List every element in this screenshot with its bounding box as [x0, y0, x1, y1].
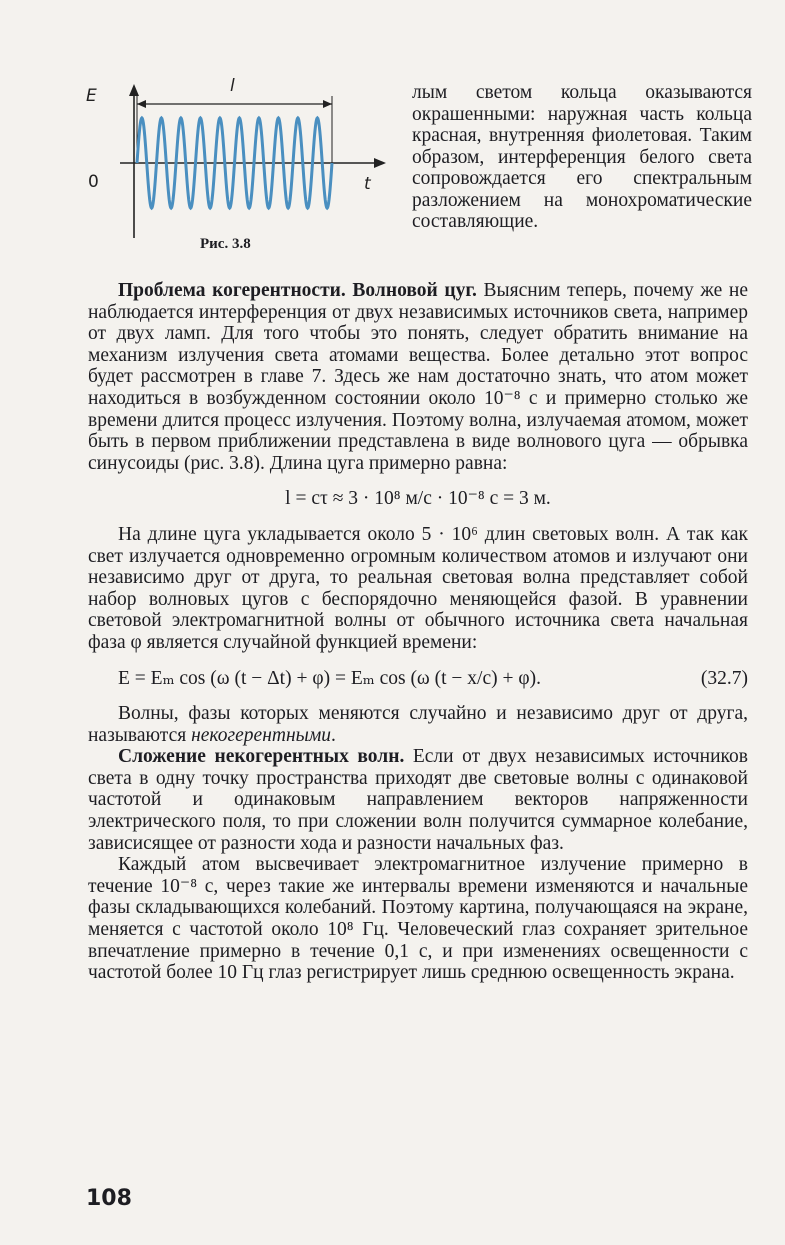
figure-caption: Рис. 3.8 [200, 236, 251, 252]
paragraph-incoherent [88, 703, 748, 746]
paragraph-emission: Каждый атом высвечивает электромагнитное излучение примерно в течение 10⁻⁸ с, через такие же интервалы времени изменяются и начальные фазы складывающихся колебаний. Поэтому картина, получающаяся на экране, меняется с частотой около 10⁸ Гц. Человеческий глаз сохраняет зрительное впечатление примерно в течение 0,1 с, и при изменениях освещенности с частотой более 10 Гц глаз регистрирует лишь среднюю освещенность экрана. [88, 854, 748, 984]
heading-addition: Сложение некогерентных волн. [118, 746, 405, 768]
equation-body: E = Eₘ cos (ω (t − Δt) + φ) = Eₘ cos (ω (t − x/c) + φ). [118, 667, 541, 689]
paragraph-coherence [88, 280, 748, 474]
paragraph-incoherent-end: . [331, 724, 336, 746]
paragraph-wave-trains: На длине цуга укладывается около 5 · 10⁶ длин световых волн. А так как свет излучается одновременно огромным количеством атомов и излучают они независимо друг от друга, то реальная световая волна представляет собой набор волновых цугов с беспорядочно меняющейся фазой. В уравнении световой электромагнитной волны от обычного источника света начальная фаза φ является случайной функцией времени: [88, 523, 748, 653]
page-number: 108 [86, 1186, 132, 1211]
equation-32-7 [88, 668, 748, 690]
wave-train-diagram [80, 78, 400, 238]
paragraph-addition [88, 746, 748, 854]
axis-e-label: E [86, 86, 97, 106]
paragraph-addition-text: Если от двух независимых источников света в одну точку пространства приходят две световые волны с одинаковой частотой и одинаковым направлением векторов напряженности электрического поля, то при сложении волн получится суммарное колебание, зависисящее от разности хода и разности начальных фаз. [88, 746, 748, 854]
formula-train-length: l = cτ ≈ 3 · 10⁸ м/с · 10⁻⁸ с = 3 м. [285, 488, 551, 510]
main-text [88, 280, 748, 984]
side-paragraph: лым светом кольца оказываются окрашенными: наружная часть кольца красная, внутренняя фиолетовая. Таким образом, интерференция белого света сопровождается его спектральным разложением на монохроматические составляющие. [412, 82, 752, 232]
term-incoherent: некогерентными [191, 724, 332, 746]
origin-label: 0 [88, 172, 99, 192]
sine-wave-train [137, 118, 332, 208]
paragraph-incoherent-text: Волны, фазы которых меняются случайно и независимо друг от друга, называются [88, 703, 748, 746]
length-label: l [230, 76, 235, 96]
paragraph-coherence-text: Выясним теперь, почему же не наблюдается интерференция от двух независимых источников света, например от двух ламп. Для того чтобы это понять, следует обратить внимание на механизм излучения света атомами вещества. Более детально этот вопрос будет рассмотрен в главе 7. Здесь же нам достаточно знать, что атом может находиться в возбужденном состоянии около 10⁻⁸ с и примерно столько же времени длится процесс излучения. Поэтому волна, излучаемая атомом, может быть в первом приближении представлена в виде волнового цуга — обрывка синусоиды (рис. 3.8). Длина цуга примерно равна: [88, 280, 748, 474]
heading-coherence: Проблема когерентности. Волновой цуг. [118, 280, 477, 301]
equation-number: (32.7) [700, 667, 748, 689]
axis-t-label: t [364, 174, 371, 194]
